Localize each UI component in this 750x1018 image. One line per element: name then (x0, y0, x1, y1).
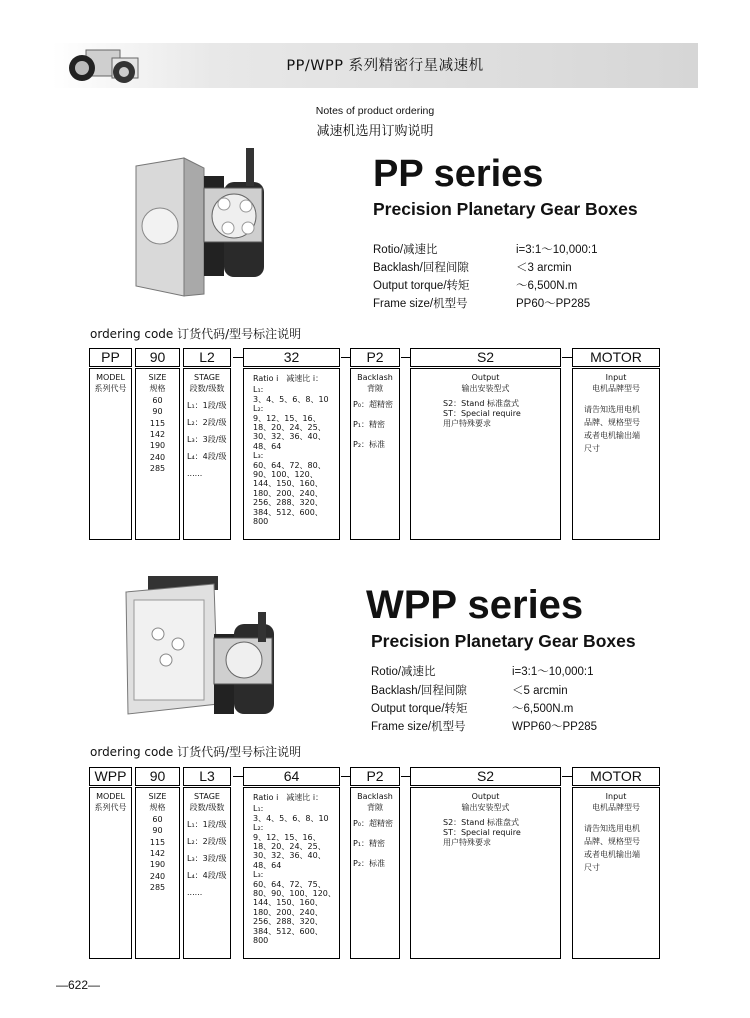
separator-dash (562, 776, 572, 777)
wpp-code-backlash: P2 (350, 767, 400, 786)
wpp-spec-value: i=3:1～10,000:1 (512, 666, 594, 678)
pp-ratio-head: Ratio i 减速比 i： (253, 374, 324, 383)
separator-dash (562, 357, 572, 358)
wpp-code-motor: MOTOR (572, 767, 660, 786)
wpp-spec-label: Output torque/转矩 (371, 703, 468, 715)
page-title: PP/WPP 系列精密行星减速机 (286, 58, 484, 74)
wpp-series-subtitle: Precision Planetary Gear Boxes (371, 631, 636, 651)
wpp-code-ratio: 64 (243, 767, 340, 786)
pp-col-input (572, 368, 660, 540)
notes-cn: 减速机选用订购说明 (316, 124, 434, 139)
pp-col-size: SIZE 规格 60 90 115 142 190 240 285 (135, 368, 180, 540)
wpp-spec-value: ＜5 arcmin (512, 685, 568, 697)
page-number: —622— (56, 978, 101, 992)
pp-col-model: MODEL 系列代号 (89, 368, 132, 540)
wpp-spec-label: Rotio/减速比 (371, 666, 436, 678)
wpp-col-ratio (243, 787, 340, 959)
pp-code-stage: L2 (183, 348, 231, 367)
pp-code-ratio: 32 (243, 348, 340, 367)
pp-col-output (410, 368, 561, 540)
wpp-backlash-items: P₀：超精密 P₁：精密 P₂：标准 (353, 818, 394, 868)
wpp-col-model: MODEL 系列代号 (89, 787, 132, 959)
wpp-input-items: 请告知选用电机 品牌、规格型号 或者电机输出端 尺寸 (584, 823, 640, 872)
pp-spec-value: ～6,500N.m (516, 280, 578, 292)
wpp-backlash-head: Backlash 背隙 (357, 792, 393, 813)
pp-code-backlash: P2 (350, 348, 400, 367)
wpp-stage-head: STAGE 段数/级数 (189, 792, 225, 813)
pp-input-head: Input 电机品牌型号 (592, 373, 640, 394)
separator-dash (233, 357, 243, 358)
pp-spec-label: Frame size/机型号 (373, 298, 468, 310)
pp-stage-head: STAGE 段数/级数 (189, 373, 225, 394)
wpp-series-title: WPP series (366, 583, 584, 627)
wpp-ratio-body: L₁: 3、4、5、6、8、10 L₂: 9、12、15、16、 18、20、24、25、 30、32、36、40、 48、64 L₃: 60、64、72、75、 80、90、100、120、 144、150、160、 180、200、240、 256、288、320、 384、512、600、 800 (253, 804, 336, 946)
pp-spec-label: Backlash/回程间隙 (373, 262, 469, 274)
separator-dash (233, 776, 243, 777)
wpp-col-input (572, 787, 660, 959)
wpp-col-output (410, 787, 561, 959)
wpp-code-output: S2 (410, 767, 561, 786)
wpp-code-stage: L3 (183, 767, 231, 786)
notes-en: Notes of product ordering (315, 105, 435, 117)
wpp-output-items: S2：Stand 标准盘式 ST：Special require 用户特殊要求 (443, 817, 521, 847)
pp-ratio-body: L₁: 3、4、5、6、8、10 L₂: 9、12、15、16、 18、20、24、25、 30、32、36、40、 48、64 L₃: 60、64、72、80、 90、100、120、 144、150、160、 180、200、240、 256、288、320、 384、512、600、 800 (253, 385, 329, 527)
pp-spec-label: Rotio/减速比 (373, 244, 438, 256)
pp-col-stage (183, 368, 231, 540)
pp-output-head: Output 输出安装型式 (461, 373, 510, 394)
wpp-stage-items: L₁：1段/级 L₂：2段/级 L₃：3段/级 L₄：4段/级 ...... (187, 819, 227, 897)
pp-spec-value: ＜3 arcmin (516, 262, 572, 274)
wpp-spec-label: Backlash/回程间隙 (371, 685, 467, 697)
pp-col-ratio (243, 368, 340, 540)
pp-gearbox-image (126, 146, 276, 306)
wpp-spec-value: WPP60～PP285 (512, 721, 598, 733)
pp-code-size: 90 (135, 348, 180, 367)
pp-series-title: PP series (373, 153, 544, 195)
wpp-col-size: SIZE 规格 60 90 115 142 190 240 285 (135, 787, 180, 959)
pp-code-motor: MOTOR (572, 348, 660, 367)
wpp-output-head: Output 输出安装型式 (461, 792, 510, 813)
pp-input-items: 请告知选用电机 品牌、规格型号 或者电机输出端 尺寸 (584, 404, 640, 453)
wpp-ordering-title: ordering code 订货代码/型号标注说明 (90, 745, 302, 759)
pp-code-model: PP (89, 348, 132, 367)
wpp-input-head: Input 电机品牌型号 (592, 792, 640, 813)
pp-backlash-items: P₀：超精密 P₁：精密 P₂：标准 (353, 399, 394, 449)
pp-code-output: S2 (410, 348, 561, 367)
pp-output-items: S2：Stand 标准盘式 ST：Special require 用户特殊要求 (443, 398, 521, 428)
pp-series-subtitle: Precision Planetary Gear Boxes (373, 199, 638, 219)
wpp-code-size: 90 (135, 767, 180, 786)
pp-backlash-head: Backlash 背隙 (357, 373, 393, 394)
pp-stage-items: L₁：1段/级 L₂：2段/级 L₃：3段/级 L₄：4段/级 ...... (187, 400, 227, 478)
wpp-ratio-head: Ratio i 减速比 i： (253, 793, 324, 802)
pp-ordering-title: ordering code 订货代码/型号标注说明 (90, 327, 302, 341)
wpp-spec-value: ～6,500N.m (512, 703, 574, 715)
pp-spec-value: PP60～PP285 (516, 298, 591, 310)
wpp-code-model: WPP (89, 767, 132, 786)
wpp-spec-label: Frame size/机型号 (371, 721, 466, 733)
wpp-col-stage (183, 787, 231, 959)
wpp-gearbox-image (118, 574, 278, 724)
pp-spec-label: Output torque/转矩 (373, 280, 470, 292)
wpp-col-backlash (350, 787, 400, 959)
pp-spec-value: i=3:1～10,000:1 (516, 244, 598, 256)
pp-col-backlash (350, 368, 400, 540)
